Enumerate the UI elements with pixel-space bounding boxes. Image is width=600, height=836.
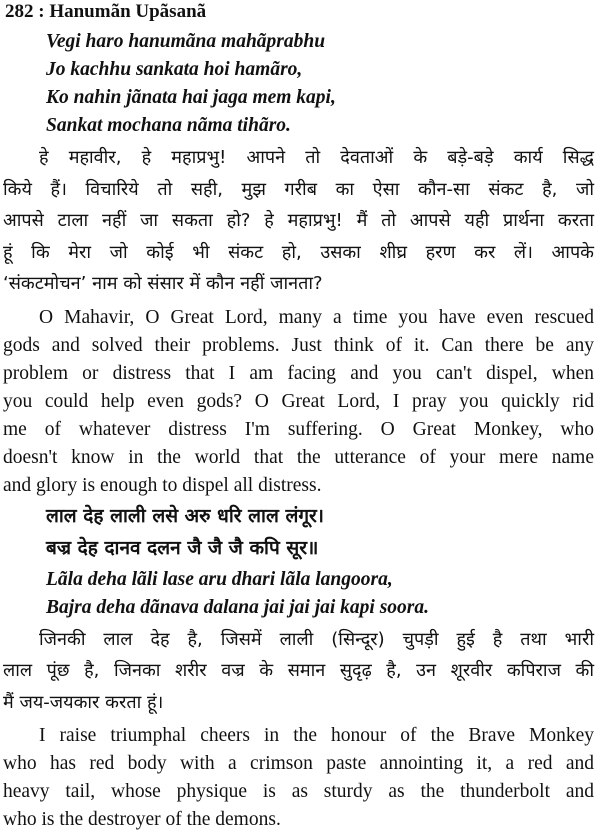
english-paragraph-2-line: who is the destroyer of the demons.: [3, 809, 281, 830]
english-paragraph-1-line: gods and solved their problems. Just think of it. Can there be any: [3, 334, 594, 356]
english-paragraph-2-line: I raise triumphal cheers in the honour of the Brave Monkey: [39, 725, 594, 746]
english-paragraph-1-line: and glory is enough to dispel all distress.: [3, 474, 322, 496]
hindi-paragraph-1-line: आपसे टाला नहीं जा सकता हो? हे महाप्रभु! मैं तो आपसे यही प्रार्थना करता: [3, 210, 594, 231]
verse-2-devanagari-line: बज्र देह दानव दलन जै जै जै कपि सूर॥: [46, 536, 319, 559]
hindi-paragraph-1-line: ‘संकटमोचन’ नाम को संसार में कौन नहीं जानता?: [3, 273, 323, 294]
verse-1: [3, 28, 594, 140]
english-paragraph-1-line: problem or distress that I am facing and you can't dispel, when: [3, 362, 594, 384]
running-head: 282 : Hanumãn Upãsanã: [5, 1, 207, 22]
english-paragraph-2: [3, 722, 594, 834]
hindi-paragraph-1-line: हूं कि मेरा जो कोई भी संकट हो, उसका शीघ्र हरण कर लें। आपके: [3, 241, 594, 263]
english-paragraph-1-line: me of whatever distress I'm suffering. O Great Monkey, who: [3, 418, 594, 440]
english-paragraph-1-line: O Mahavir, O Great Lord, many a time you have even rescued: [39, 306, 594, 328]
hindi-paragraph-1-line: किये हैं। विचारिये तो सही, मुझ गरीब का ऐसा कौन-सा संकट है, जो: [3, 178, 594, 200]
english-paragraph-1-line: you could help even gods? O Great Lord, I pray you quickly rid: [3, 390, 594, 412]
hindi-paragraph-1-line: हे महावीर, हे महाप्रभु! आपने तो देवताओं के बड़े-बड़े कार्य सिद्ध: [39, 147, 594, 168]
verse-1-line: Jo kachhu sankata hoi hamãro,: [46, 59, 303, 80]
hindi-paragraph-2-line: जिनकी लाल देह है, जिसमें लाली (सिन्दूर) चुपड़ी हुई है तथा भारी: [39, 628, 594, 650]
verse-1-line: Sankat mochana nãma tihãro.: [46, 115, 291, 136]
english-paragraph-2-line: who has red body with a crimson paste annointing it, a red and: [3, 753, 594, 774]
english-paragraph-2-line: heavy tail, whose physique is as sturdy as the thunderbolt and: [3, 781, 594, 802]
english-paragraph-1-line: doesn't know in the world that the utterance of your mere name: [3, 446, 594, 468]
hindi-paragraph-2: [3, 624, 594, 719]
english-paragraph-1: [3, 304, 594, 500]
hindi-paragraph-1: [3, 142, 594, 300]
verse-2-roman-line: Lãla deha lãli lase aru dhari lãla langoora,: [46, 568, 393, 590]
hindi-paragraph-2-line: लाल पूंछ है, जिनका शरीर वज्र के समान सुदृढ़ है, उन शूरवीर कपिराज की: [3, 660, 594, 681]
verse-2-devanagari: [3, 500, 594, 564]
verse-2-devanagari-line: लाल देह लाली लसे अरु धरि लाल लंगूर।: [46, 504, 324, 527]
verse-1-line: Vegi haro hanumãna mahãprabhu: [46, 31, 326, 52]
verse-1-line: Ko nahin jãnata hai jaga mem kapi,: [46, 87, 336, 108]
verse-2-roman: [3, 566, 594, 622]
verse-2-roman-line: Bajra deha dãnava dalana jai jai jai kapi soora.: [46, 596, 430, 618]
hindi-paragraph-2-line: मैं जय-जयकार करता हूं।: [3, 691, 164, 713]
